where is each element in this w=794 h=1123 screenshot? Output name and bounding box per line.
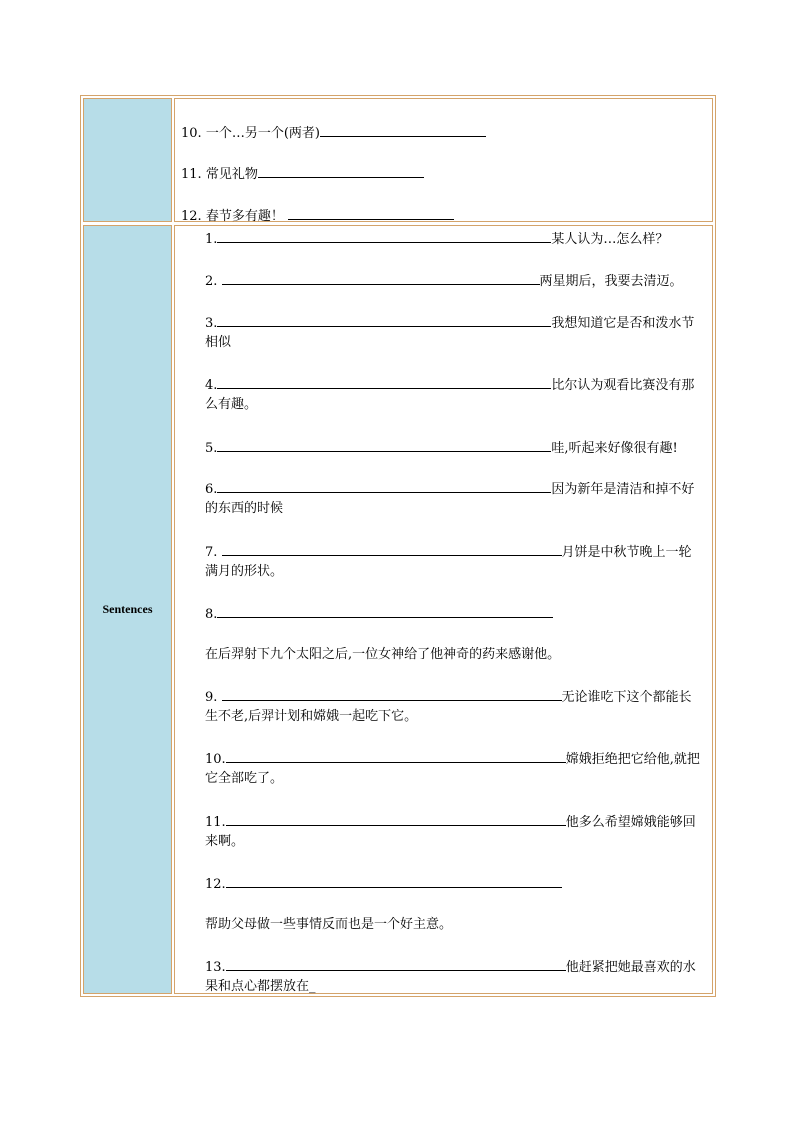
sentence-hint: 他多么希望嫦娥能够回 bbox=[565, 815, 696, 830]
sentence-8-hint: 在后羿射下九个太阳之后,一位女神给了他神奇的药来感谢他。 bbox=[205, 647, 561, 662]
vocab-item-text: 春节多有趣！ bbox=[205, 209, 284, 224]
vocab-item-text: 常见礼物 bbox=[205, 167, 258, 182]
answer-blank[interactable] bbox=[217, 230, 551, 243]
sentence-13-cont: 果和点心都摆放在_ bbox=[205, 979, 316, 994]
answer-blank[interactable] bbox=[226, 750, 566, 763]
sentence-number: 5. bbox=[205, 441, 218, 456]
answer-blank[interactable] bbox=[217, 605, 553, 618]
sentence-number: 11. bbox=[205, 815, 226, 830]
sentence-number: 12. bbox=[205, 877, 226, 892]
sentence-number: 9. bbox=[205, 690, 218, 705]
answer-blank[interactable] bbox=[222, 688, 562, 701]
sentence-11 bbox=[205, 813, 696, 831]
sentence-11-cont: 来啊。 bbox=[205, 834, 245, 849]
sentence-1 bbox=[205, 230, 668, 248]
sentence-7-cont: 满月的形状。 bbox=[205, 564, 284, 579]
vocab-item-number: 10. bbox=[181, 126, 202, 141]
sentence-hint: 某人认为…怎么样？ bbox=[551, 232, 669, 247]
sentence-number: 6. bbox=[205, 482, 218, 497]
sentence-13 bbox=[205, 958, 696, 976]
vocab-item-12 bbox=[181, 207, 454, 225]
answer-blank[interactable] bbox=[217, 376, 551, 389]
sentence-hint: 我想知道它是否和泼水节 bbox=[551, 316, 695, 331]
sentence-number: 1. bbox=[205, 232, 218, 247]
sentence-number: 4. bbox=[205, 378, 218, 393]
vocab-content-cell bbox=[174, 98, 713, 222]
answer-blank[interactable] bbox=[217, 314, 551, 327]
sentence-number: 13. bbox=[205, 960, 226, 975]
sentence-10-cont: 它全部吃了。 bbox=[205, 771, 284, 786]
answer-blank[interactable] bbox=[217, 439, 551, 452]
sentence-2 bbox=[205, 272, 683, 290]
sentence-hint: 月饼是中秋节晚上一轮 bbox=[561, 545, 692, 560]
sentence-12 bbox=[205, 875, 562, 893]
sentences-content-cell bbox=[174, 225, 713, 994]
sentence-4 bbox=[205, 376, 694, 394]
sentence-4-cont: 么有趣。 bbox=[205, 397, 258, 412]
sentence-5 bbox=[205, 439, 678, 457]
sentence-number: 8. bbox=[205, 607, 218, 622]
sentence-hint: 哇,听起来好像很有趣! bbox=[551, 441, 678, 456]
sentence-9 bbox=[205, 688, 692, 706]
sentence-number: 2. bbox=[205, 274, 218, 289]
vocab-item-number: 11. bbox=[181, 167, 202, 182]
sentences-label: Sentences bbox=[102, 602, 153, 616]
sentence-number: 10. bbox=[205, 752, 226, 767]
answer-blank[interactable] bbox=[217, 480, 551, 493]
sentence-hint: 嫦娥拒绝把它给他,就把 bbox=[565, 752, 700, 767]
sentence-hint: 他赶紧把她最喜欢的水 bbox=[565, 960, 696, 975]
sentence-number: 7. bbox=[205, 545, 218, 560]
answer-blank[interactable] bbox=[288, 207, 454, 220]
sentence-9-cont: 生不老,后羿计划和嫦娥一起吃下它。 bbox=[205, 709, 418, 724]
sentence-hint: 两星期后，我要去清迈。 bbox=[539, 274, 683, 289]
answer-blank[interactable] bbox=[226, 813, 566, 826]
sentence-8 bbox=[205, 605, 553, 623]
sentence-10 bbox=[205, 750, 700, 768]
answer-blank[interactable] bbox=[226, 875, 562, 888]
sentence-3-cont: 相似 bbox=[205, 335, 232, 350]
sentence-hint: 无论谁吃下这个都能长 bbox=[561, 690, 692, 705]
vocab-item-10 bbox=[181, 124, 486, 142]
answer-blank[interactable] bbox=[258, 165, 424, 178]
sentence-12-hint: 帮助父母做一些事情反而也是一个好主意。 bbox=[205, 917, 453, 932]
sentence-6-cont: 的东西的时候 bbox=[205, 501, 284, 516]
answer-blank[interactable] bbox=[320, 124, 486, 137]
sentence-6 bbox=[205, 480, 694, 498]
vocab-item-text: 一个…另一个(两者) bbox=[205, 126, 320, 141]
answer-blank[interactable] bbox=[222, 272, 540, 285]
sentence-hint: 因为新年是清洁和掉不好 bbox=[551, 482, 695, 497]
answer-blank[interactable] bbox=[222, 543, 562, 556]
sentence-number: 3. bbox=[205, 316, 218, 331]
vocab-item-11 bbox=[181, 165, 424, 183]
sentence-3 bbox=[205, 314, 694, 332]
sentence-7 bbox=[205, 543, 692, 561]
vocab-item-number: 12. bbox=[181, 209, 202, 224]
worksheet-table bbox=[80, 95, 716, 997]
vocab-row bbox=[83, 98, 713, 222]
sentences-row bbox=[83, 225, 713, 994]
sentence-hint: 比尔认为观看比赛没有那 bbox=[551, 378, 695, 393]
vocab-label-cell bbox=[83, 98, 172, 222]
sentences-label-cell bbox=[83, 225, 172, 994]
answer-blank[interactable] bbox=[226, 958, 566, 971]
